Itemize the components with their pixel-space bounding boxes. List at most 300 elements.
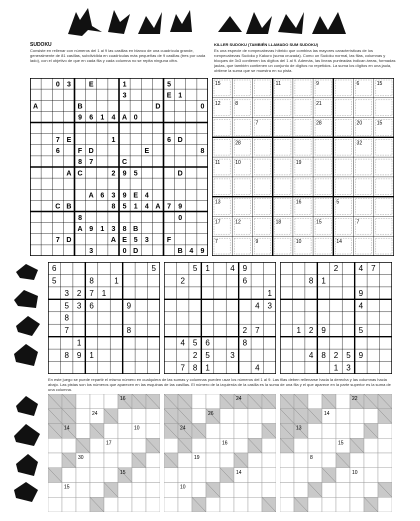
cage-outline bbox=[214, 120, 230, 136]
kakuro-blank-cell bbox=[308, 394, 322, 409]
kakuro-blank-cell bbox=[262, 453, 276, 468]
kakuro-blank-cell bbox=[262, 409, 276, 424]
hex-cell-value: 0 bbox=[178, 214, 183, 222]
kakuro-blank-cell bbox=[248, 483, 262, 498]
kakuro-blank-cell bbox=[364, 483, 378, 498]
kakuro-blank-cell bbox=[378, 453, 392, 468]
kakuro-blank-cell bbox=[90, 483, 104, 498]
sudoku-cell-value: 8 bbox=[64, 313, 69, 323]
sudoku-cell-value: 5 bbox=[192, 263, 198, 273]
cage-outline bbox=[275, 139, 291, 155]
cage-sum: 15 bbox=[376, 81, 383, 87]
hex-cell-value: D bbox=[133, 248, 139, 256]
kakuro-clue: 8 bbox=[310, 455, 313, 461]
sudoku-cell-value: 4 bbox=[308, 351, 314, 361]
cage-outline bbox=[315, 139, 331, 155]
sudoku-cell-value: 2 bbox=[308, 326, 314, 336]
kakuro-blank-cell bbox=[206, 424, 220, 439]
kakuro-blank-cell bbox=[248, 468, 262, 483]
sudoku-cell-value: 1 bbox=[333, 363, 339, 373]
kakuro-blank-cell bbox=[132, 468, 146, 483]
kakuro-clue: 13 bbox=[296, 425, 302, 432]
kakuro-blank-cell bbox=[336, 394, 350, 409]
kakuro-blank-cell bbox=[192, 438, 206, 453]
kakuro-blank-cell bbox=[76, 409, 90, 424]
kakuro-blank-cell bbox=[234, 424, 248, 439]
cage-outline bbox=[295, 80, 311, 96]
cage-outline bbox=[254, 80, 270, 96]
killer-caption: Es una especie de rompecabezas híbrido que combina las mayores características de los rompecabezas Sudoku y Kakuro (suma cruzada). Como un Sudoku normal, las filas, columnas y bloques de 3x3 contienen los dígitos del 1 al 9. Además, las líneas punteadas indican áreas, formadas jaulas, que también contienen un conjunto de dígitos no repetidos. La suma los dígitos en una jaula, obtiene la suma que se muestra en su pista. bbox=[214, 48, 396, 73]
kakuro-blank-cell bbox=[336, 424, 350, 439]
kakuro-blank-cell bbox=[118, 497, 132, 512]
kakuro-blank-cell bbox=[206, 468, 220, 483]
hex-cell-value: 8 bbox=[200, 148, 205, 156]
kakuro-blank-cell bbox=[48, 483, 62, 498]
kakuro-clue: 10 bbox=[352, 469, 358, 476]
sudoku-cell-value: 8 bbox=[308, 276, 314, 286]
hex-cell-value: 6 bbox=[100, 192, 105, 200]
kakuro-blank-cell bbox=[322, 424, 336, 439]
cage-sum: 7 bbox=[215, 239, 218, 246]
cage-sum: 28 bbox=[235, 140, 241, 147]
sudoku-cell-value: 8 bbox=[126, 326, 132, 336]
hex-cell-value: C bbox=[77, 170, 83, 178]
sudoku-cell-value: 7 bbox=[89, 288, 94, 298]
cage-outline bbox=[315, 179, 331, 195]
kakuro-clue: 14 bbox=[236, 469, 242, 476]
kakuro-blank-cell bbox=[262, 468, 276, 483]
kakuro-blank-cell bbox=[76, 483, 90, 498]
cage-outline bbox=[356, 100, 372, 116]
hex-cell-value: B bbox=[177, 248, 183, 256]
hex-cell-value: 1 bbox=[178, 92, 183, 100]
hex-cell-value: 0 bbox=[133, 114, 138, 122]
kakuro-blank-cell bbox=[248, 424, 262, 439]
kakuro-blank-cell bbox=[294, 453, 308, 468]
cage-sum: 21 bbox=[316, 100, 322, 107]
sudoku-cell-value: 1 bbox=[205, 263, 210, 273]
hex-cell-value: 4 bbox=[144, 192, 149, 200]
sudoku-caption: Consiste en rellenar con números del 1 al 9 las casillas en blanco de una cuadrícula grande, generalmente de 81 casillas, subdividida en cuadriculas más pequeñas de 9 casillas (tres por cada lado), con el objetivo de que en cada fila y cada columna no se repita ninguna cifra. bbox=[30, 48, 206, 63]
kakuro-blank-cell bbox=[76, 424, 90, 439]
hex-cell-value: 9 bbox=[178, 203, 183, 211]
cage-outline bbox=[234, 238, 250, 254]
cage-outline bbox=[275, 159, 291, 175]
kakuro-blank-cell bbox=[192, 483, 206, 498]
sudoku-cell-value: 5 bbox=[358, 326, 364, 336]
killer-sudoku-grid bbox=[212, 78, 394, 256]
cage-outline bbox=[376, 159, 392, 175]
cage-outline bbox=[254, 179, 270, 195]
kakuro-blank-cell bbox=[364, 453, 378, 468]
sudoku-cell-value: 9 bbox=[76, 351, 82, 361]
sudoku-cell-value: 8 bbox=[321, 351, 326, 361]
cage-sum: 17 bbox=[215, 219, 221, 226]
kakuro-blank-cell bbox=[164, 468, 178, 483]
hex-cell-value: E bbox=[166, 92, 172, 100]
cage-outline bbox=[275, 238, 291, 254]
kakuro-grid-3 bbox=[280, 394, 392, 512]
hex-cell-value: 3 bbox=[122, 92, 127, 100]
kakuro-clue: 16 bbox=[120, 396, 126, 402]
cage-outline bbox=[234, 80, 250, 96]
cage-sum: 7 bbox=[255, 120, 259, 127]
cage-outline bbox=[295, 218, 311, 234]
hex-cell-value: C bbox=[122, 159, 128, 167]
hex-cell-value: E bbox=[88, 81, 94, 89]
sudoku-cell-value: 2 bbox=[180, 276, 185, 286]
kakuro-blank-cell bbox=[90, 438, 104, 453]
hex-cell-value: A bbox=[66, 170, 72, 178]
kakuro-clue: 30 bbox=[78, 455, 84, 461]
sudoku-cell-value: 2 bbox=[333, 351, 339, 361]
sudoku-cell-value: 1 bbox=[114, 276, 119, 286]
kakuro-blank-cell bbox=[248, 497, 262, 512]
kakuro-blank-cell bbox=[146, 453, 160, 468]
cage-outline bbox=[356, 179, 372, 195]
cage-sum: 9 bbox=[255, 239, 259, 246]
kakuro-blank-cell bbox=[220, 497, 234, 512]
sudoku-cell-value: 5 bbox=[205, 351, 210, 361]
hex-cell-value: 3 bbox=[144, 237, 149, 245]
kakuro-blank-cell bbox=[164, 497, 178, 512]
sudoku-cell-value: 8 bbox=[64, 351, 69, 361]
kakuro-blank-cell bbox=[308, 438, 322, 453]
hex-cell-value: 0 bbox=[55, 81, 60, 89]
cage-outline bbox=[254, 218, 270, 234]
kakuro-clue: 10 bbox=[180, 484, 186, 491]
kakuro-blank-cell bbox=[178, 497, 192, 512]
hex-cell-value: D bbox=[66, 237, 72, 245]
cage-sum: 15 bbox=[376, 120, 383, 127]
cage-sum: 19 bbox=[295, 160, 302, 167]
hex-cell-value: D bbox=[177, 136, 183, 144]
sudoku-cell-value: 8 bbox=[89, 276, 94, 286]
sudoku-cell-value: 4 bbox=[180, 338, 185, 348]
kakuro-blank-cell bbox=[248, 453, 262, 468]
sudoku-cell-value: 1 bbox=[267, 288, 273, 298]
hex-cell-value: 9 bbox=[89, 225, 94, 233]
hex-cell-value: 4 bbox=[111, 114, 116, 122]
cage-outline bbox=[254, 100, 270, 116]
cage-sum: 7 bbox=[356, 219, 360, 226]
kakuro-blank-cell bbox=[178, 453, 192, 468]
kakuro-blank-cell bbox=[132, 409, 146, 424]
sudoku-grid-3 bbox=[280, 262, 392, 374]
hex-cell-value: 1 bbox=[100, 225, 105, 233]
sudoku-cell-value: 3 bbox=[64, 288, 69, 298]
cage-outline bbox=[335, 139, 351, 155]
sudoku-cell-value: 6 bbox=[205, 338, 210, 348]
kakuro-blank-cell bbox=[280, 483, 294, 498]
kakuro-blank-cell bbox=[336, 468, 350, 483]
kakuro-blank-cell bbox=[234, 497, 248, 512]
kakuro-clue: 14 bbox=[324, 410, 330, 417]
hex-sudoku-grid bbox=[30, 78, 208, 256]
kakuro-blank-cell bbox=[220, 424, 234, 439]
cage-outline bbox=[356, 159, 372, 175]
cage-outline bbox=[335, 80, 351, 96]
kakuro-blank-cell bbox=[76, 394, 90, 409]
kakuro-blank-cell bbox=[364, 468, 378, 483]
kakuro-blank-cell bbox=[308, 424, 322, 439]
cage-outline bbox=[315, 199, 331, 215]
cage-outline bbox=[376, 199, 392, 215]
cage-sum: 6 bbox=[356, 81, 360, 87]
cage-outline bbox=[335, 120, 351, 136]
sudoku-cell-value: 4 bbox=[358, 301, 364, 311]
kakuro-blank-cell bbox=[336, 409, 350, 424]
kakuro-blank-cell bbox=[350, 409, 364, 424]
kakuro-blank-cell bbox=[308, 497, 322, 512]
kakuro-blank-cell bbox=[206, 438, 220, 453]
kakuro-blank-cell bbox=[62, 468, 76, 483]
kakuro-clue: 10 bbox=[134, 425, 140, 432]
kakuro-blank-cell bbox=[132, 483, 146, 498]
kakuro-blank-cell bbox=[146, 424, 160, 439]
cage-outline bbox=[214, 179, 230, 195]
title-ninja-silhouettes bbox=[58, 6, 358, 38]
sudoku-cell-value: 4 bbox=[255, 363, 260, 373]
kakuro-blank-cell bbox=[206, 394, 220, 409]
kakuro-clue: 16 bbox=[222, 440, 228, 447]
kakuro-blank-cell bbox=[118, 424, 132, 439]
hex-cell-value: B bbox=[133, 225, 139, 233]
cage-outline bbox=[335, 179, 351, 195]
cage-outline bbox=[295, 120, 311, 136]
hex-cell-value: 9 bbox=[122, 192, 127, 200]
hex-cell-value: 9 bbox=[122, 170, 127, 178]
cage-outline bbox=[275, 120, 291, 136]
kakuro-blank-cell bbox=[146, 497, 160, 512]
hex-cell-value: 6 bbox=[167, 136, 172, 144]
sudoku-grid-1 bbox=[48, 262, 160, 374]
hex-cell-value: 8 bbox=[78, 214, 83, 222]
hex-cell-value: D bbox=[155, 103, 161, 111]
cage-outline bbox=[376, 139, 392, 155]
hex-cell-value: C bbox=[55, 203, 61, 211]
kakuro-blank-cell bbox=[294, 468, 308, 483]
sudoku-cell-value: 9 bbox=[358, 288, 364, 298]
cage-outline bbox=[254, 159, 270, 175]
kakuro-blank-cell bbox=[350, 497, 364, 512]
kakuro-blank-cell bbox=[104, 424, 118, 439]
sudoku-cell-value: 2 bbox=[76, 288, 82, 298]
kakuro-blank-cell bbox=[364, 409, 378, 424]
kakuro-blank-cell bbox=[350, 424, 364, 439]
hex-cell-value: 0 bbox=[200, 103, 205, 111]
kakuro-clue: 14 bbox=[64, 425, 70, 432]
hex-cell-value: A bbox=[122, 114, 128, 122]
kakuro-blank-cell bbox=[90, 394, 104, 409]
kakuro-blank-cell bbox=[118, 438, 132, 453]
kakuro-blank-cell bbox=[132, 438, 146, 453]
sudoku-cell-value: 9 bbox=[358, 351, 364, 361]
cage-outline bbox=[234, 199, 250, 215]
kakuro-blank-cell bbox=[118, 483, 132, 498]
hex-cell-value: 0 bbox=[122, 248, 127, 256]
hex-cell-value: F bbox=[166, 237, 172, 245]
kakuro-caption: En este juego se puede repartir el mismo número en cualquiera de las sumas y columnas pueden usar los números del 1 al 9. Las filas deben rellenarse hacia la derecha y las columnas hacia abajo. Las pistas son los números que aparecen en las esquinas de las casillas. El número de la izquierda de la casilla es la suma de una fila y el que aparece en la parte superior es la suma de una columna. bbox=[48, 377, 391, 391]
kakuro-blank-cell bbox=[146, 483, 160, 498]
kakuro-clue: 22 bbox=[352, 396, 358, 402]
hex-cell-value: 3 bbox=[66, 81, 71, 89]
side-ninja-lower-icon bbox=[12, 394, 42, 504]
hex-cell-value: E bbox=[66, 136, 72, 144]
hex-cell-value: 1 bbox=[133, 203, 138, 211]
sudoku-cell-value: 1 bbox=[76, 338, 82, 348]
sudoku-cell-value: 7 bbox=[64, 326, 69, 336]
cage-sum: 28 bbox=[316, 120, 322, 127]
cage-outline bbox=[295, 179, 311, 195]
hex-cell-value: E bbox=[144, 148, 150, 156]
cage-sum: 32 bbox=[356, 140, 363, 147]
kakuro-blank-cell bbox=[378, 497, 392, 512]
sudoku-cell-value: 7 bbox=[180, 363, 185, 373]
hex-cell-value: 6 bbox=[55, 148, 60, 156]
hex-cell-value: A bbox=[155, 203, 161, 211]
hex-cell-value: 7 bbox=[89, 159, 94, 167]
cage-sum: 10 bbox=[295, 239, 302, 246]
kakuro-blank-cell bbox=[104, 497, 118, 512]
cage-outline bbox=[376, 218, 392, 234]
kakuro-blank-cell bbox=[378, 438, 392, 453]
kakuro-blank-cell bbox=[294, 483, 308, 498]
hex-cell-value: A bbox=[88, 192, 94, 200]
kakuro-blank-cell bbox=[262, 438, 276, 453]
kakuro-blank-cell bbox=[104, 394, 118, 409]
hex-cell-value: 4 bbox=[189, 248, 194, 256]
sudoku-cell-value: 9 bbox=[126, 301, 132, 311]
cage-sum: 10 bbox=[235, 160, 241, 167]
kakuro-clue: 24 bbox=[92, 410, 98, 417]
kakuro-blank-cell bbox=[62, 497, 76, 512]
hex-cell-value: A bbox=[33, 103, 39, 111]
side-ninja-icon bbox=[12, 262, 42, 372]
hex-cell-value: B bbox=[66, 203, 72, 211]
kakuro-blank-cell bbox=[118, 409, 132, 424]
sudoku-cell-value: 2 bbox=[192, 351, 198, 361]
kakuro-blank-cell bbox=[164, 483, 178, 498]
kakuro-blank-cell bbox=[350, 453, 364, 468]
hex-cell-value: 3 bbox=[111, 225, 116, 233]
sudoku-cell-value: 6 bbox=[89, 301, 94, 311]
kakuro-blank-cell bbox=[146, 468, 160, 483]
hex-cell-value: 3 bbox=[111, 192, 116, 200]
cage-outline bbox=[295, 100, 311, 116]
kakuro-clue: 17 bbox=[106, 440, 112, 447]
kakuro-blank-cell bbox=[336, 483, 350, 498]
cage-outline bbox=[214, 139, 230, 155]
kakuro-blank-cell bbox=[146, 409, 160, 424]
sudoku-cell-value: 4 bbox=[255, 301, 260, 311]
sudoku-cell-value: 4 bbox=[358, 263, 364, 273]
cage-outline bbox=[356, 199, 372, 215]
sudoku-cell-value: 6 bbox=[242, 276, 248, 286]
sudoku-cell-value: 7 bbox=[371, 263, 376, 273]
kakuro-blank-cell bbox=[90, 453, 104, 468]
hex-cell-value: 5 bbox=[133, 170, 138, 178]
cage-sum: 11 bbox=[215, 160, 221, 167]
kakuro-blank-cell bbox=[294, 438, 308, 453]
cage-sum: 14 bbox=[336, 239, 342, 246]
hex-cell-value: 5 bbox=[167, 81, 172, 89]
sudoku-cell-value: 8 bbox=[192, 363, 198, 373]
cage-sum: 13 bbox=[215, 199, 221, 206]
cage-outline bbox=[275, 199, 291, 215]
cage-sum: 5 bbox=[336, 199, 340, 206]
hex-cell-value: B bbox=[77, 103, 83, 111]
kakuro-clue: 15 bbox=[64, 484, 70, 491]
hex-cell-value: 7 bbox=[55, 136, 60, 144]
kakuro-blank-cell bbox=[280, 468, 294, 483]
sudoku-cell-value: 7 bbox=[255, 326, 260, 336]
kakuro-blank-cell bbox=[280, 453, 294, 468]
kakuro-blank-cell bbox=[192, 394, 206, 409]
sudoku-cell-value: 1 bbox=[101, 288, 107, 298]
kakuro-blank-cell bbox=[248, 409, 262, 424]
kakuro-blank-cell bbox=[322, 438, 336, 453]
kakuro-blank-cell bbox=[48, 497, 62, 512]
kakuro-blank-cell bbox=[378, 424, 392, 439]
sudoku-cell-value: 5 bbox=[346, 351, 351, 361]
sudoku-heading: SUDOKU bbox=[30, 42, 52, 48]
hex-cell-value: 8 bbox=[122, 225, 127, 233]
sudoku-cell-value: 3 bbox=[76, 301, 82, 311]
cage-outline bbox=[356, 238, 372, 254]
kakuro-blank-cell bbox=[220, 453, 234, 468]
cage-sum: 12 bbox=[215, 100, 221, 107]
kakuro-clue: 19 bbox=[194, 455, 200, 461]
kakuro-blank-cell bbox=[206, 453, 220, 468]
sudoku-cell-value: 9 bbox=[242, 263, 248, 273]
sudoku-cell-value: 4 bbox=[230, 263, 235, 273]
kakuro-blank-cell bbox=[178, 468, 192, 483]
kakuro-blank-cell bbox=[206, 497, 220, 512]
kakuro-blank-cell bbox=[90, 468, 104, 483]
hex-cell-value: 8 bbox=[111, 203, 116, 211]
sudoku-grid-2 bbox=[164, 262, 276, 374]
hex-cell-value: F bbox=[77, 148, 83, 156]
kakuro-blank-cell bbox=[234, 483, 248, 498]
cage-outline bbox=[254, 199, 270, 215]
cage-outline bbox=[376, 179, 392, 195]
hex-cell-value: 1 bbox=[111, 136, 116, 144]
hex-cell-value: E bbox=[133, 192, 139, 200]
kakuro-blank-cell bbox=[192, 409, 206, 424]
cage-sum: 16 bbox=[295, 199, 302, 206]
hex-cell-value: D bbox=[88, 148, 94, 156]
hex-cell-value: 1 bbox=[122, 81, 127, 89]
cage-sum: 15 bbox=[316, 219, 322, 226]
cage-outline bbox=[335, 159, 351, 175]
kakuro-blank-cell bbox=[322, 497, 336, 512]
kakuro-blank-cell bbox=[350, 483, 364, 498]
cage-sum: 11 bbox=[275, 81, 281, 87]
cage-outline bbox=[335, 100, 351, 116]
kakuro-blank-cell bbox=[48, 438, 62, 453]
kakuro-blank-cell bbox=[164, 438, 178, 453]
kakuro-blank-cell bbox=[132, 497, 146, 512]
kakuro-blank-cell bbox=[262, 483, 276, 498]
cage-outline bbox=[315, 238, 331, 254]
hex-cell-value: 7 bbox=[167, 203, 172, 211]
cage-outline bbox=[376, 100, 392, 116]
sudoku-cell-value: 5 bbox=[64, 301, 69, 311]
kakuro-clue: 15 bbox=[120, 469, 126, 476]
kakuro-blank-cell bbox=[104, 453, 118, 468]
hex-cell-value: 5 bbox=[122, 203, 127, 211]
